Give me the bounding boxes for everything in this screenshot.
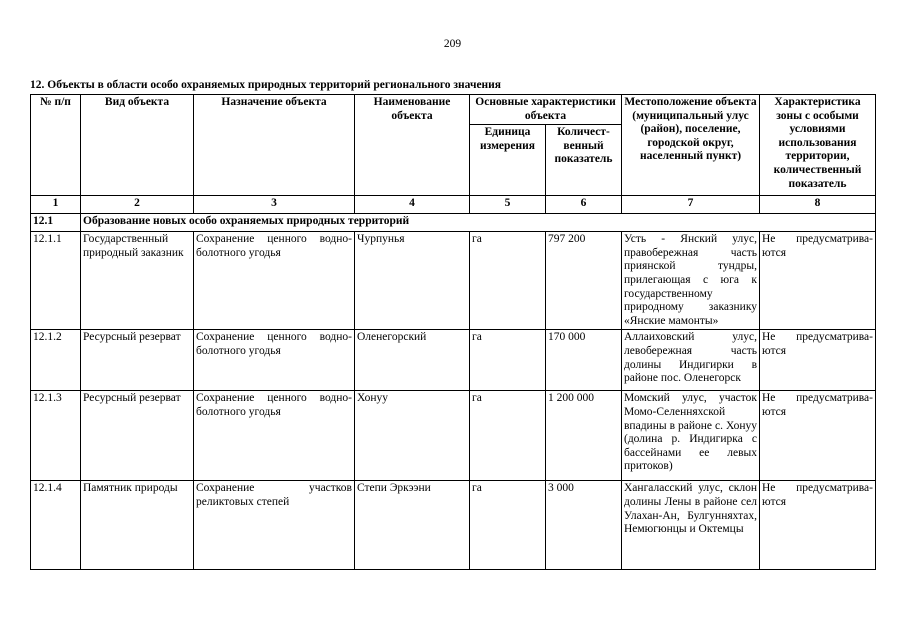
column-number: 2 bbox=[81, 196, 194, 214]
header-quantity: Количест-венный показатель bbox=[546, 125, 622, 196]
row-location: Хангаласский улус, склон долины Лены в районе сел Улахан-Ан, Булгунняхтах, Немюгюнцы и Октемцы bbox=[622, 481, 760, 570]
header-row-top bbox=[31, 95, 876, 125]
header-type: Вид объекта bbox=[81, 95, 194, 196]
table-row bbox=[31, 330, 876, 391]
section-number: 12.1 bbox=[31, 214, 81, 232]
ooptt-table bbox=[30, 94, 876, 570]
row-name: Степи Эркээни bbox=[355, 481, 470, 570]
row-zone: Не предусматрива-ются bbox=[760, 232, 876, 330]
table-row bbox=[31, 481, 876, 570]
row-purpose: Сохранение ценного водно-болотного угодья bbox=[194, 232, 355, 330]
column-number: 6 bbox=[546, 196, 622, 214]
row-unit: га bbox=[470, 330, 546, 391]
row-quantity: 797 200 bbox=[546, 232, 622, 330]
row-type: Ресурсный резерват bbox=[81, 330, 194, 391]
row-location: Усть - Янский улус, правобережная часть приянской тундры, прилегающая с юга к государственному природному заказнику «Янские мамонты» bbox=[622, 232, 760, 330]
row-name: Хонуу bbox=[355, 391, 470, 481]
row-type: Памятник природы bbox=[81, 481, 194, 570]
header-main-characteristics: Основные характеристики объекта bbox=[470, 95, 622, 125]
row-zone: Не предусматрива-ются bbox=[760, 481, 876, 570]
row-location: Момский улус, участок Момо-Селенняхской впадины в районе с. Хонуу (долина р. Индигирка с бассейнами ее левых притоков) bbox=[622, 391, 760, 481]
row-unit: га bbox=[470, 481, 546, 570]
row-name: Оленегорский bbox=[355, 330, 470, 391]
row-num: 12.1.2 bbox=[31, 330, 81, 391]
row-zone: Не предусматрива-ются bbox=[760, 391, 876, 481]
column-number: 5 bbox=[470, 196, 546, 214]
header-zone: Характеристика зоны с особыми условиями использования территории, количественный показатель bbox=[760, 95, 876, 196]
header-name: Наименование объекта bbox=[355, 95, 470, 196]
table-row bbox=[31, 391, 876, 481]
section-row bbox=[31, 214, 876, 232]
row-unit: га bbox=[470, 232, 546, 330]
row-name: Чурпунья bbox=[355, 232, 470, 330]
row-location: Аллаиховский улус, левобережная часть долины Индигирки в районе пос. Оленегорск bbox=[622, 330, 760, 391]
header-purpose: Назначение объекта bbox=[194, 95, 355, 196]
row-purpose: Сохранение участков реликтовых степей bbox=[194, 481, 355, 570]
row-purpose: Сохранение ценного водно-болотного угодья bbox=[194, 330, 355, 391]
header-num: № п/п bbox=[31, 95, 81, 196]
row-unit: га bbox=[470, 391, 546, 481]
row-quantity: 170 000 bbox=[546, 330, 622, 391]
row-purpose: Сохранение ценного водно-болотного угодья bbox=[194, 391, 355, 481]
row-quantity: 3 000 bbox=[546, 481, 622, 570]
row-type: Государственный природный заказник bbox=[81, 232, 194, 330]
header-unit: Единица измерения bbox=[470, 125, 546, 196]
page-number: 209 bbox=[443, 38, 462, 50]
section-title: Образование новых особо охраняемых природных территорий bbox=[81, 214, 876, 232]
column-number: 8 bbox=[760, 196, 876, 214]
table-row bbox=[31, 232, 876, 330]
row-zone: Не предусматрива-ются bbox=[760, 330, 876, 391]
column-number: 3 bbox=[194, 196, 355, 214]
column-number: 7 bbox=[622, 196, 760, 214]
section-heading: 12. Объекты в области особо охраняемых природных территорий регионального значения bbox=[30, 79, 502, 91]
row-num: 12.1.3 bbox=[31, 391, 81, 481]
row-quantity: 1 200 000 bbox=[546, 391, 622, 481]
row-type: Ресурсный резерват bbox=[81, 391, 194, 481]
row-num: 12.1.1 bbox=[31, 232, 81, 330]
row-num: 12.1.4 bbox=[31, 481, 81, 570]
column-number-row bbox=[31, 196, 876, 214]
column-number: 1 bbox=[31, 196, 81, 214]
header-location: Местоположение объекта (муниципальный улус (район), поселение, городской округ, населенный пункт) bbox=[622, 95, 760, 196]
column-number: 4 bbox=[355, 196, 470, 214]
